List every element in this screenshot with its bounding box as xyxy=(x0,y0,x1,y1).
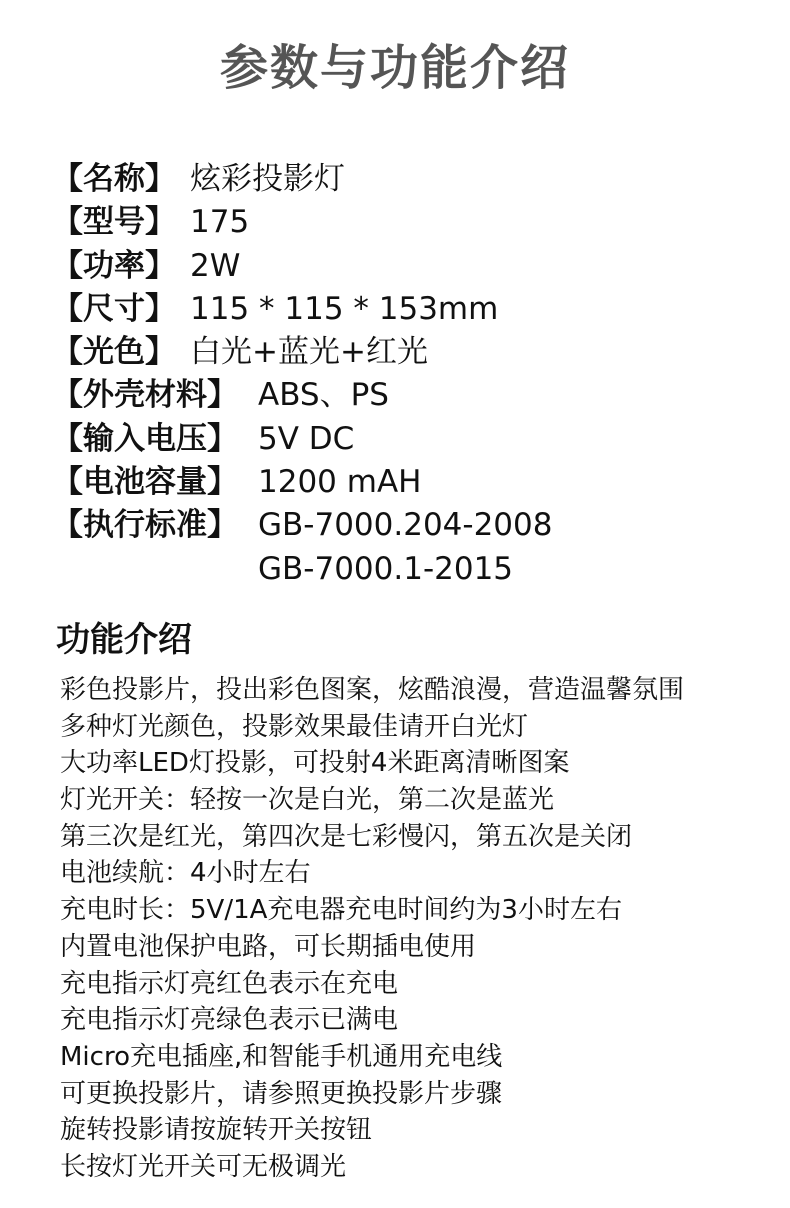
spec-label-standard: 【执行标准】 xyxy=(52,507,238,544)
spec-label-battery-capacity: 【电池容量】 xyxy=(52,464,238,501)
spec-row-model xyxy=(52,201,772,244)
spec-row-light-color xyxy=(52,331,772,374)
feature-item: 长按灯光开关可无极调光 xyxy=(60,1151,347,1182)
feature-item: 灯光开关：轻按一次是白光，第二次是蓝光 xyxy=(60,785,555,816)
spec-list xyxy=(52,158,772,591)
spec-row-name xyxy=(52,158,772,201)
spec-value-standard-1: GB-7000.204-2008 xyxy=(258,507,553,544)
spec-row-battery-capacity xyxy=(52,461,772,504)
feature-item: 大功率LED灯投影，可投射4米距离清晰图案 xyxy=(60,748,570,779)
page-title: 参数与功能介绍 xyxy=(219,40,570,96)
spec-row-size xyxy=(52,288,772,331)
spec-label-power: 【功率】 xyxy=(52,247,176,284)
spec-row-standard xyxy=(52,504,772,547)
feature-item: 第三次是红光，第四次是七彩慢闪，第五次是关闭 xyxy=(60,821,633,852)
spec-label-light-color: 【光色】 xyxy=(52,334,176,371)
feature-item: 充电指示灯亮红色表示在充电 xyxy=(60,968,399,999)
spec-value-power: 2W xyxy=(190,247,241,284)
spec-row-power xyxy=(52,245,772,288)
spec-label-name: 【名称】 xyxy=(52,161,176,197)
spec-value-model: 175 xyxy=(190,204,250,241)
spec-value-light-color: 白光+蓝光+红光 xyxy=(190,334,428,371)
feature-item: 内置电池保护电路，可长期插电使用 xyxy=(60,931,477,962)
feature-item: 充电时长：5V/1A充电器充电时间约为3小时左右 xyxy=(60,895,622,926)
feature-item: 旋转投影请按旋转开关按钮 xyxy=(60,1115,373,1146)
spec-value-standard-2: GB-7000.1-2015 xyxy=(258,550,514,587)
feature-item: 彩色投影片，投出彩色图案，炫酷浪漫，营造温馨氛围 xyxy=(60,675,685,705)
spec-value-input-voltage: 5V DC xyxy=(258,420,355,457)
spec-label-input-voltage: 【输入电压】 xyxy=(52,420,238,457)
feature-item: 多种灯光颜色，投影效果最佳请开白光灯 xyxy=(60,711,529,742)
feature-list xyxy=(60,672,780,1186)
spec-row-shell-material xyxy=(52,374,772,417)
features-heading: 功能介绍 xyxy=(56,620,192,660)
spec-label-model: 【型号】 xyxy=(52,204,176,241)
spec-value-shell-material: ABS、PS xyxy=(258,377,389,414)
feature-item: 电池续航：4小时左右 xyxy=(60,858,311,889)
feature-item: Micro充电插座,和智能手机通用充电线 xyxy=(60,1041,503,1072)
spec-value-battery-capacity: 1200 mAH xyxy=(258,464,422,501)
spec-label-shell-material: 【外壳材料】 xyxy=(52,377,238,414)
spec-label-size: 【尺寸】 xyxy=(52,290,176,327)
spec-value-size: 115 * 115 * 153mm xyxy=(190,290,499,327)
spec-value-name: 炫彩投影灯 xyxy=(190,161,345,197)
feature-item: 充电指示灯亮绿色表示已满电 xyxy=(60,1005,399,1036)
feature-item: 可更换投影片，请参照更换投影片步骤 xyxy=(60,1078,503,1109)
spec-row-standard-continued xyxy=(52,548,772,591)
spec-row-input-voltage xyxy=(52,418,772,461)
